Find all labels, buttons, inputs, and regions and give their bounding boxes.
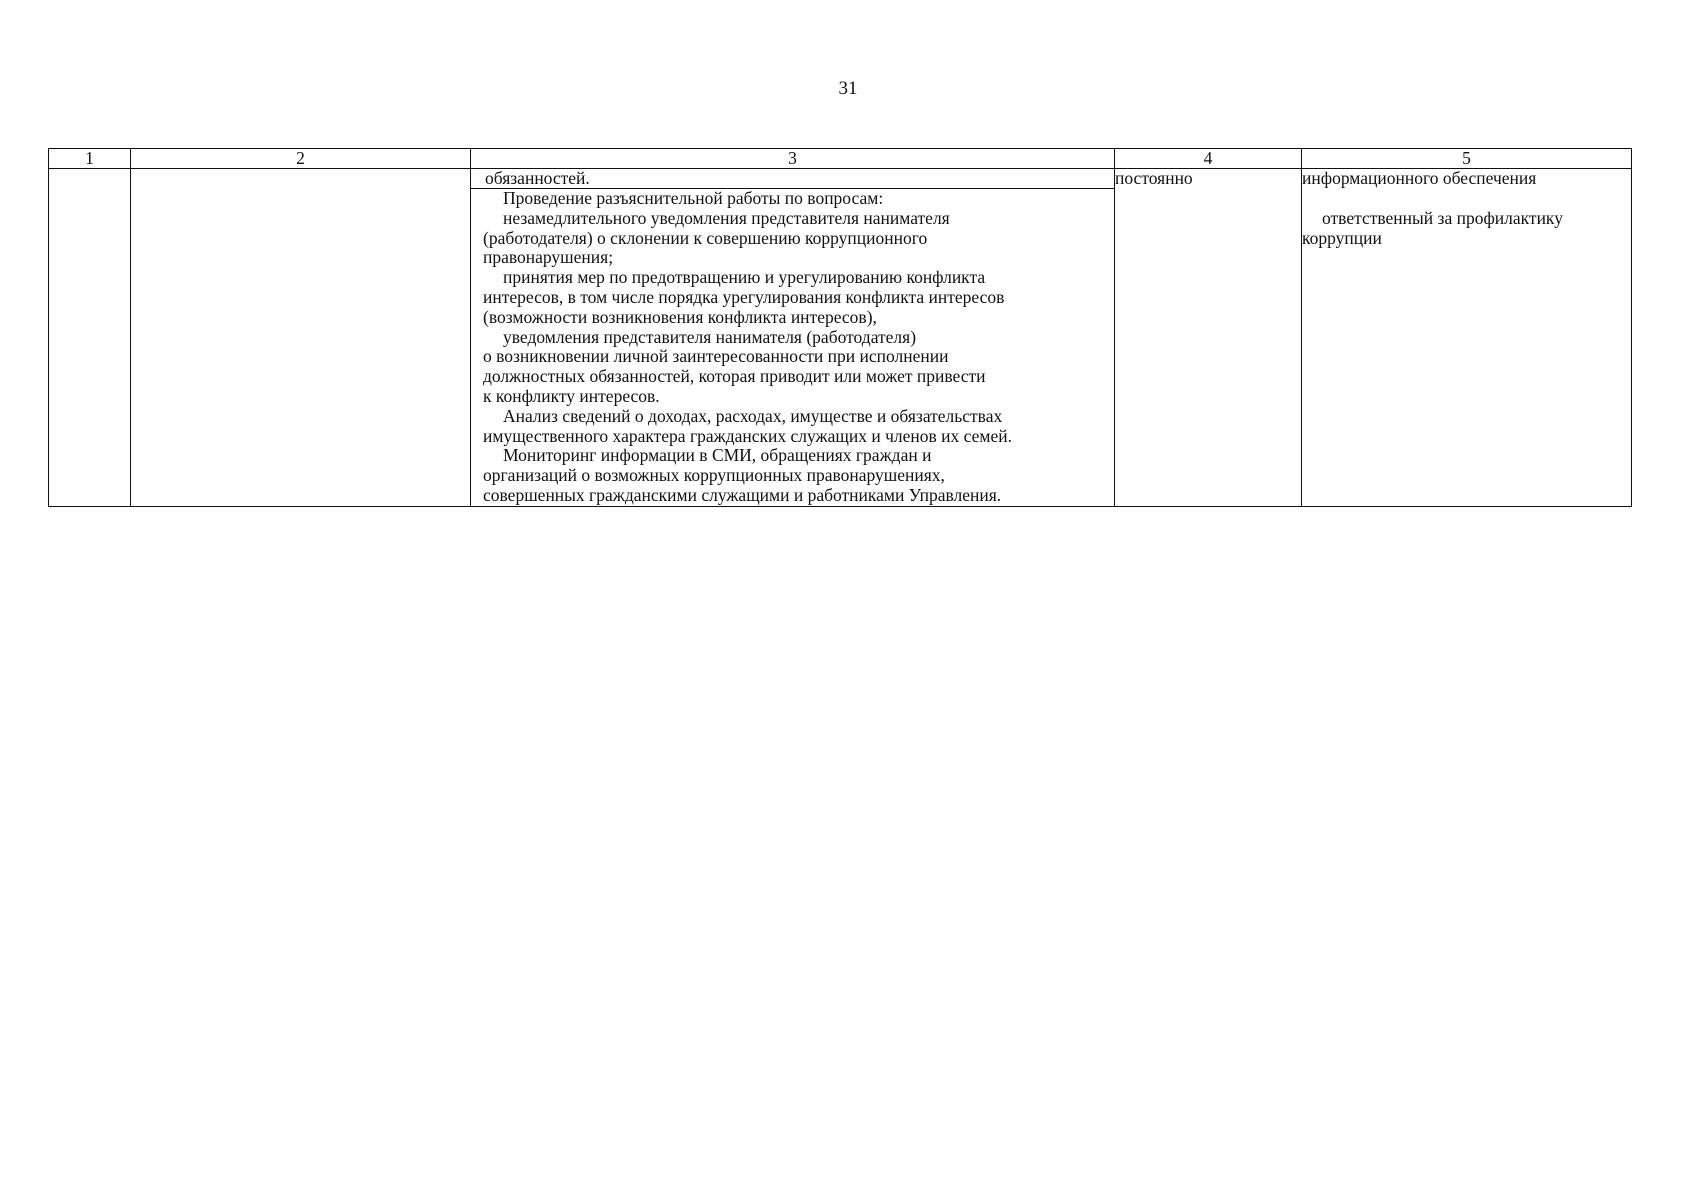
responsible-continuation: информационного обеспечения	[1302, 168, 1537, 188]
activities-line: незамедлительного уведомления представителя нанимателя	[503, 207, 950, 228]
activities-line: Мониторинг информации в СМИ, обращениях граждан и	[503, 445, 932, 466]
activities-continuation: обязанностей.	[471, 169, 1114, 189]
activities-line: организаций о возможных коррупционных правонарушениях,	[483, 465, 945, 486]
activities-line: Проведение разъяснительной работы по вопросам:	[503, 188, 884, 208]
activities-line: уведомления представителя нанимателя (работодателя)	[503, 326, 917, 347]
responsible-line: ответственный за профилактику	[1322, 207, 1563, 228]
cell-activities	[471, 169, 1115, 507]
measures-table	[48, 148, 1632, 507]
activities-line: принятия мер по предотвращению и урегулированию конфликта	[503, 267, 986, 288]
activities-line: правонарушения;	[483, 247, 614, 268]
activities-line: к конфликту интересов.	[483, 385, 660, 406]
activities-text	[471, 189, 1114, 506]
header-col-3: 3	[471, 149, 1115, 169]
activities-line: совершенных гражданскими служащими и работниками Управления.	[483, 484, 1002, 505]
activities-line: о возникновении личной заинтересованности при исполнении	[483, 346, 949, 367]
cell-number	[49, 169, 131, 507]
page-number: 31	[838, 78, 858, 99]
activities-line: Анализ сведений о доходах, расходах, имуществе и обязательствах	[503, 405, 1003, 426]
header-col-1: 1	[49, 149, 131, 169]
activities-line: имущественного характера гражданских служащих и членов их семей.	[483, 425, 1012, 446]
responsible-line: коррупции	[1302, 227, 1382, 248]
table-header-row	[49, 149, 1632, 169]
header-col-4: 4	[1115, 149, 1302, 169]
header-col-5: 5	[1302, 149, 1632, 169]
activities-line: (возможности возникновения конфликта интересов),	[483, 306, 877, 327]
header-col-2: 2	[131, 149, 471, 169]
activities-line: интересов, в том числе порядка урегулирования конфликта интересов	[483, 286, 1005, 307]
cell-event-name	[131, 169, 471, 507]
activities-line: (работодателя) о склонении к совершению коррупционного	[483, 227, 928, 248]
table-row	[49, 169, 1632, 507]
cell-deadline: постоянно	[1115, 169, 1302, 507]
responsible-text	[1302, 209, 1631, 249]
activities-line: должностных обязанностей, которая приводит или может привести	[483, 366, 986, 387]
cell-responsible	[1302, 169, 1632, 507]
